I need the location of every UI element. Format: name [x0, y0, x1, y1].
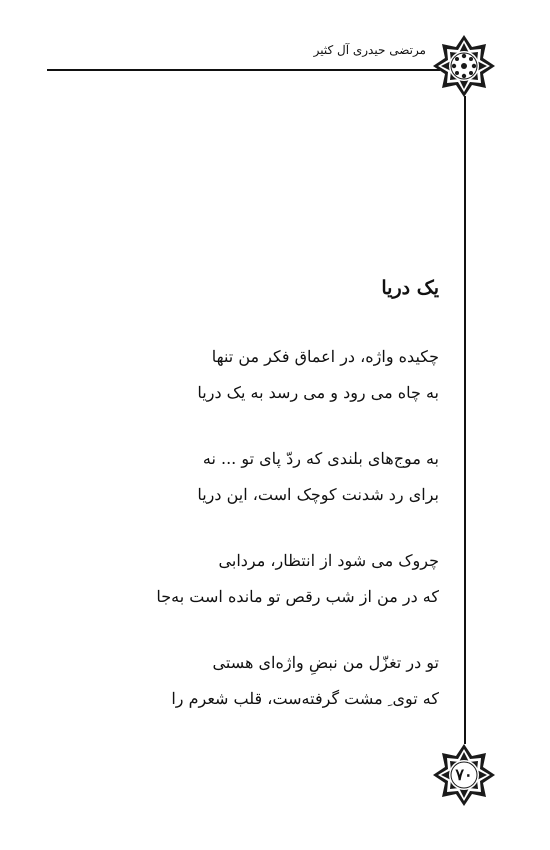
running-head: مرتضی حیدری آل کثیر — [313, 43, 426, 57]
poem — [119, 270, 439, 717]
poem-line: به موج‌های بلندی که ردّ پای تو ... نه — [202, 449, 439, 468]
poem-line: که در من از شب رقص تو مانده است به‌جا — [156, 587, 439, 606]
stanza — [119, 441, 439, 513]
poem-line: که توی ِ مشت گرفته‌ست، قلب شعرم را — [171, 689, 439, 708]
poem-line: تو در تغزّل من نبضِ واژه‌ای هستی — [212, 653, 439, 672]
top-ornament-icon — [431, 33, 497, 99]
stanza — [119, 543, 439, 615]
header-rule — [47, 69, 440, 71]
side-rule — [464, 96, 466, 744]
page-number: ۷۰ — [455, 765, 473, 784]
poem-line: به چاه می رود و می رسد به یک دریا — [197, 383, 439, 402]
stanza — [119, 339, 439, 411]
stanza — [119, 645, 439, 717]
poem-line: چکیده واژه، در اعماق فکر من تنها — [211, 347, 439, 366]
poem-title: یک دریا — [381, 277, 439, 299]
poem-line: برای رد شدنت کوچک است، این دریا — [197, 485, 439, 504]
poem-line: چروک می شود از انتظار، مردابی — [218, 551, 439, 570]
